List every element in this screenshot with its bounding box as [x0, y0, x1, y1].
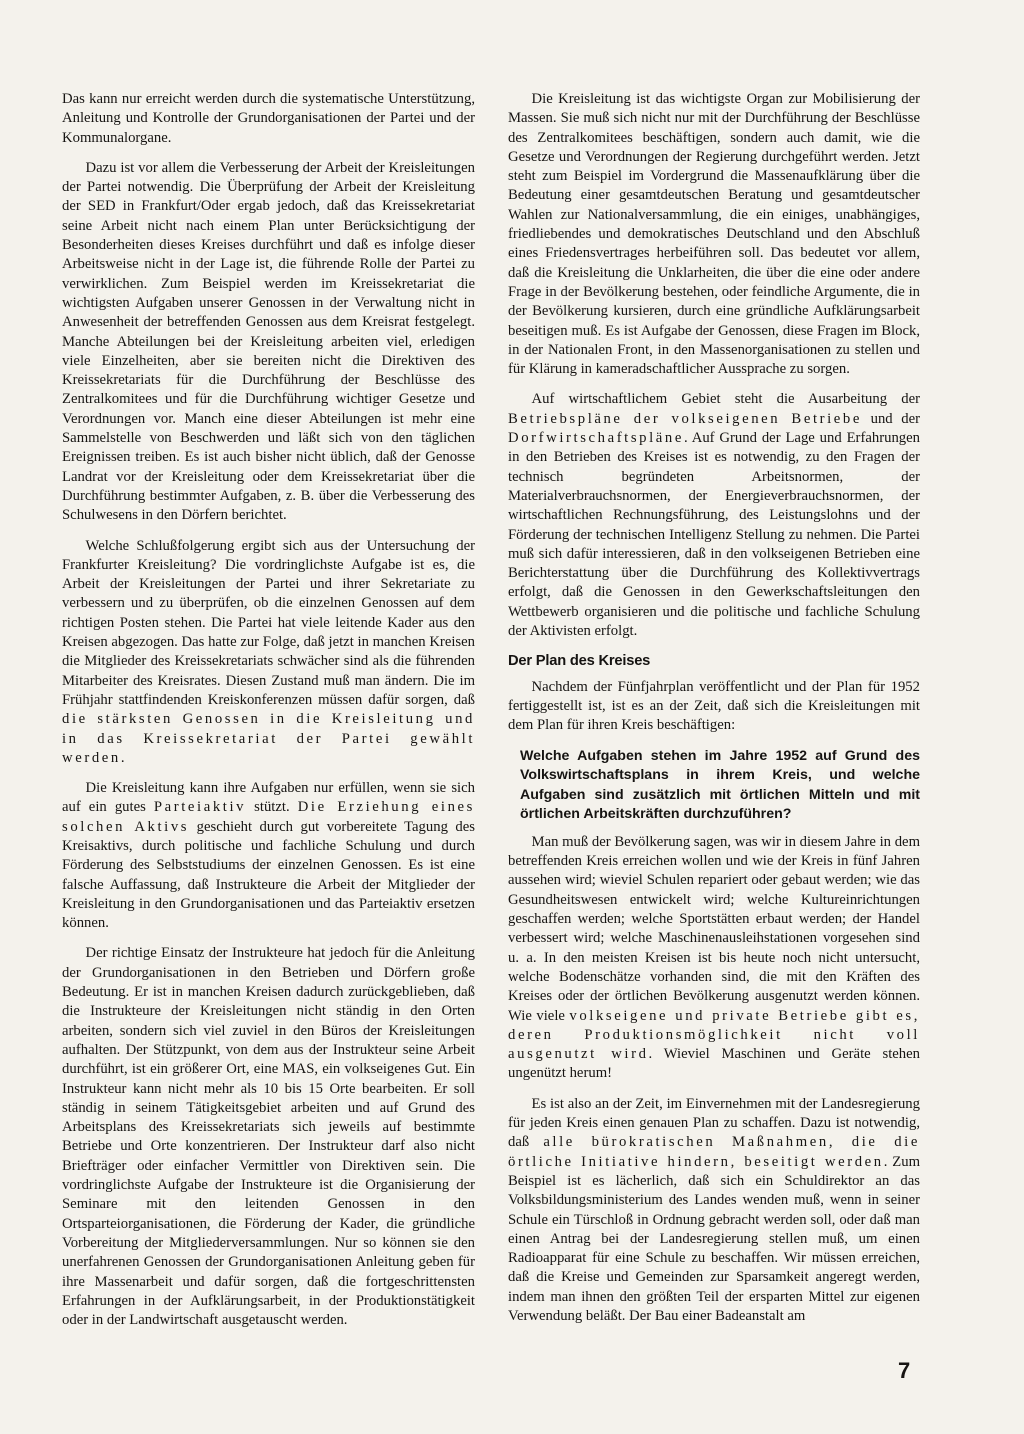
bold-quote: Welche Aufgaben stehen im Jahre 1952 auf Grund des Volkswirtschaftsplans in ihrem Kreis, und welche Aufgaben sind zusätzlich mit örtlichen Mitteln und mit örtlichen Arbeitskräften durchzuführen? [520, 747, 920, 823]
paragraph: Es ist also an der Zeit, im Einvernehmen mit der Landesregierung für jeden Kreis einen genauen Plan zu schaffen. Dazu ist notwendig, daß alle bürokratischen Maßnahmen, die die örtliche Initiative hindern, beseitigt werden. Zum Beispiel ist es lächerlich, daß sich ein Schuldirektor an das Volksbildungsministerium des Landes wenden muß, wenn in seiner Schule ein Türschloß in Ordnung gebracht werden soll, oder daß man einen Antrag bei der Landesregierung stellen muß, um einen Radioapparat für eine Schule zu beschaffen. Wir müssen erreichen, daß die Kreise und Gemeinden zur Sparsamkeit angeregt werden, indem man ihnen den größten Teil der ersparten Mittel zur eigenen Verwendung beläßt. Der Bau einer Badeanstalt am [508, 1095, 920, 1324]
page-number: 7 [898, 1358, 911, 1383]
spaced-emphasis: die stärksten Genossen in die Kreisleitung und in das Kreissekretariat der Partei gewählt werden [62, 711, 475, 766]
spaced-emphasis: Dorfwirtschaftspläne [508, 430, 684, 447]
spaced-emphasis: alle bürokratischen Maßnahmen, die die örtliche Initiative hindern, beseitigt werden [508, 1134, 920, 1170]
paragraph: Dazu ist vor allem die Verbesserung der Arbeit der Kreisleitungen der Partei notwendig. Die Überprüfung der Arbeit der Kreisleitung der SED in Frankfurt/Oder ergab jedoch, daß das Kreissekretariat seine Arbeit nicht nach einem Plan unter Berücksichtigung der Besonderheiten dieses Kreises durchführt und daß es infolge dieser Arbeitsweise nicht in der Lage ist, die führende Rolle der Partei zu verwirklichen. Zum Beispiel werden im Kreissekretariat die wichtigsten Aufgaben unserer Genossen in der Verwaltung nicht in Anwesenheit der betreffenden Genossen aus dem Kreisrat festgelegt. Manche Abteilungen bei der Kreisleitung arbeiten viel, erledigen viele Einzelheiten, aber sie bereiten nicht die Direktiven des Kreissekretariats für die Durchführung der Beschlüsse des Zentralkomitees und für die Durchführung wichtiger Gesetze und Verordnungen vor. Manch eine dieser Abteilungen ist mehr eine Sammelstelle von Beschwerden und läßt sich von den täglichen Ereignissen treiben. Es ist auch bisher nicht üblich, daß der Genosse Landrat vor der Kreisleitung oder dem Kreissekretariat über die Durchführung bestimmter Aufgaben, z. B. über die Verbesserung des Schulwesens in den Dörfern berichtet. [62, 159, 475, 524]
paragraph: Auf wirtschaftlichem Gebiet steht die Ausarbeitung der Betriebspläne der volkseigenen Betriebe und der Dorfwirtschaftspläne. Auf Grund der Lage und Erfahrungen in den Betrieben des Kreises ist es notwendig, zu den Fragen der technisch begründeten Arbeitsnormen, der Materialverbrauchsnormen, der Energieverbrauchsnormen, der wirtschaftlichen Rechnungsführung, des Leistungslohns und der Förderung der technischen Intelligenz Stellung zu nehmen. Die Partei muß sich dafür interessieren, daß in den volkseigenen Betrieben eine Berichterstattung über die Durchführung des Kollektivvertrags erfolgt, daß die Genossen in den Gewerkschaftsleitungen den Wettbewerb organisieren und die politische und fachliche Schulung der Aktivisten erfolgt. [508, 391, 920, 640]
paragraph: Welche Schlußfolgerung ergibt sich aus der Untersuchung der Frankfurter Kreisleitung? Die vordringlichste Aufgabe ist es, die Arbeit der Kreisleitungen der Partei und ihrer Sekretariate zu verbessern und zu überprüfen, ob die einzelnen Genossen auf dem richtigen Posten stehen. Die Partei hat viele leitende Kader aus den Kreisen abgezogen. Das hatte zur Folge, daß jetzt in manchen Kreisen die Mitglieder des Kreissekretariats schwächer sind als die führenden Mitarbeiter des Kreisrates. Diesen Zustand muß man ändern. Die im Frühjahr stattfindenden Kreiskonferenzen müssen dafür sorgen, daß die stärksten Genossen in die Kreisleitung und in das Kreissekretariat der Partei gewählt werden. [62, 537, 475, 766]
paragraph: Die Kreisleitung kann ihre Aufgaben nur erfüllen, wenn sie sich auf ein gutes Parteiaktiv stützt. Die Erziehung eines solchen Aktivs geschieht durch gut vorbereitete Tagung des Kreisaktivs, durch politische und fachliche Schulung und durch Förderung des Selbststudiums der einzelnen Genossen. Es ist eine falsche Auffassung, daß Instrukteure die Arbeit der Mitglieder der Kreisleitung in den Grundorganisationen und das Parteiaktiv ersetzen können. [62, 780, 475, 932]
paragraph: Man muß der Bevölkerung sagen, was wir in diesem Jahre in dem betreffenden Kreis erreichen wollen und wie der Kreis in fünf Jahren aussehen wird; wieviel Schulen repariert oder gebaut werden; wie das Gesundheitswesen entwickelt wird; welche Kultureinrichtungen geschaffen werden; welche Sportstätten erbaut werden; der Handel verbessert wird; welche Maschinenausleihstationen vorgesehen sind u. a. In den meisten Kreisen ist bis heute noch nicht untersucht, welche Bodenschätze vorhanden sind, die mit den Kräften des Kreises oder der örtlichen Bevölkerung ausgenutzt werden können. Wie viele volkseigene und private Betriebe gibt es, deren Produktionsmöglichkeit nicht voll ausgenutzt wird. Wieviel Maschinen und Geräte stehen ungenützt herum! [508, 833, 921, 1082]
spaced-emphasis: Betriebspläne der volkseigenen Betriebe [508, 410, 862, 427]
spaced-emphasis: Parteiaktiv [153, 799, 247, 816]
left-column [62, 90, 475, 1341]
paragraph: Die Kreisleitung ist das wichtigste Organ zur Mobilisierung der Massen. Sie muß sich nicht nur mit der Durchführung der Beschlüsse des Zentralkomitees beschäftigen, sondern auch damit, wie die Gesetze und Verordnungen der Regierung durchgeführt werden. Jetzt steht zum Beispiel im Vordergrund die Massenaufklärung über die Bedeutung einer gesamtdeutschen Beratung und gesamtdeutscher Wahlen zur Nationalversammlung, die ein einiges, unabhängiges, friedliebendes und demokratisches Deutschland und den Abschluß eines Friedensvertrages herbeiführen soll. Das bedeutet vor allem, daß die Kreisleitung die Unklarheiten, die über die eine oder andere Frage in der Bevölkerung bestehen, oder feindliche Argumente, die in der Bevölkerung kursieren, durch eine gründliche Aufklärungsarbeit beseitigen muß. Es ist Aufgabe der Genossen, diese Fragen im Block, in der Nationalen Front, in den Massenorganisationen zu stellen und für Klärung in kameradschaftlicher Aussprache zu sorgen. [508, 91, 920, 378]
paragraph: Nachdem der Fünfjahrplan veröffentlicht und der Plan für 1952 fertiggestellt ist, ist es an der Zeit, daß sich die Kreisleitungen mit dem Plan für ihren Kreis beschäftigen: [508, 678, 920, 734]
right-column [508, 90, 920, 1337]
spaced-emphasis: volkseigene und private Betriebe gibt es, deren Produktionsmöglichkeit nicht voll ausgenutzt wird [508, 1007, 920, 1063]
paragraph: Der richtige Einsatz der Instrukteure hat jedoch für die Anleitung der Grundorganisationen in den Betrieben und Dörfern große Bedeutung. Er ist in manchen Kreisen dadurch zurückgeblieben, daß die Instrukteure der Kreisleitungen nicht ständig in den Orten arbeiten, sondern sich viel zuviel in den Büros der Kreisleitungen aufhalten. Der Stützpunkt, von dem aus der Instrukteur seine Arbeit durchführt, ist ein größerer Ort, eine MAS, ein volkseigenes Gut. Ein Instrukteur kann nicht mehr als 10 bis 15 Orte bearbeiten. Er soll ständig in seinem Tätigkeitsgebiet arbeiten und auf Grund des Arbeitsplans des Kreissekretariats sich jeweils auf bestimmte Betriebe und Orte konzentrieren. Der Instrukteur darf also nicht Briefträger oder einfacher Vermittler von Direktiven sein. Die vordringlichste Aufgabe der Instrukteure ist die Organisierung der Seminare mit den leitenden Genossen in den Ortsparteiorganisationen, die Förderung der Kader, die gründliche Vorbereitung der Mitgliederversammlungen. Nur so können sie den unerfahrenen Genossen der Grundorganisationen Anleitung geben für ihre Massenarbeit und dafür sorgen, daß die fortgeschrittensten Erfahrungen in der Aufklärungsarbeit, in der Produktionstätigkeit oder in der Landwirtschaft ausgetauscht werden. [62, 945, 475, 1329]
paragraph: Das kann nur erreicht werden durch die systematische Unterstützung, Anleitung und Kontrolle der Grundorganisationen der Partei und der Kommunalorgane. [62, 91, 475, 146]
section-heading: Der Plan des Kreises [508, 653, 651, 670]
spaced-emphasis: Die Erziehung eines solchen Aktivs [62, 799, 475, 835]
